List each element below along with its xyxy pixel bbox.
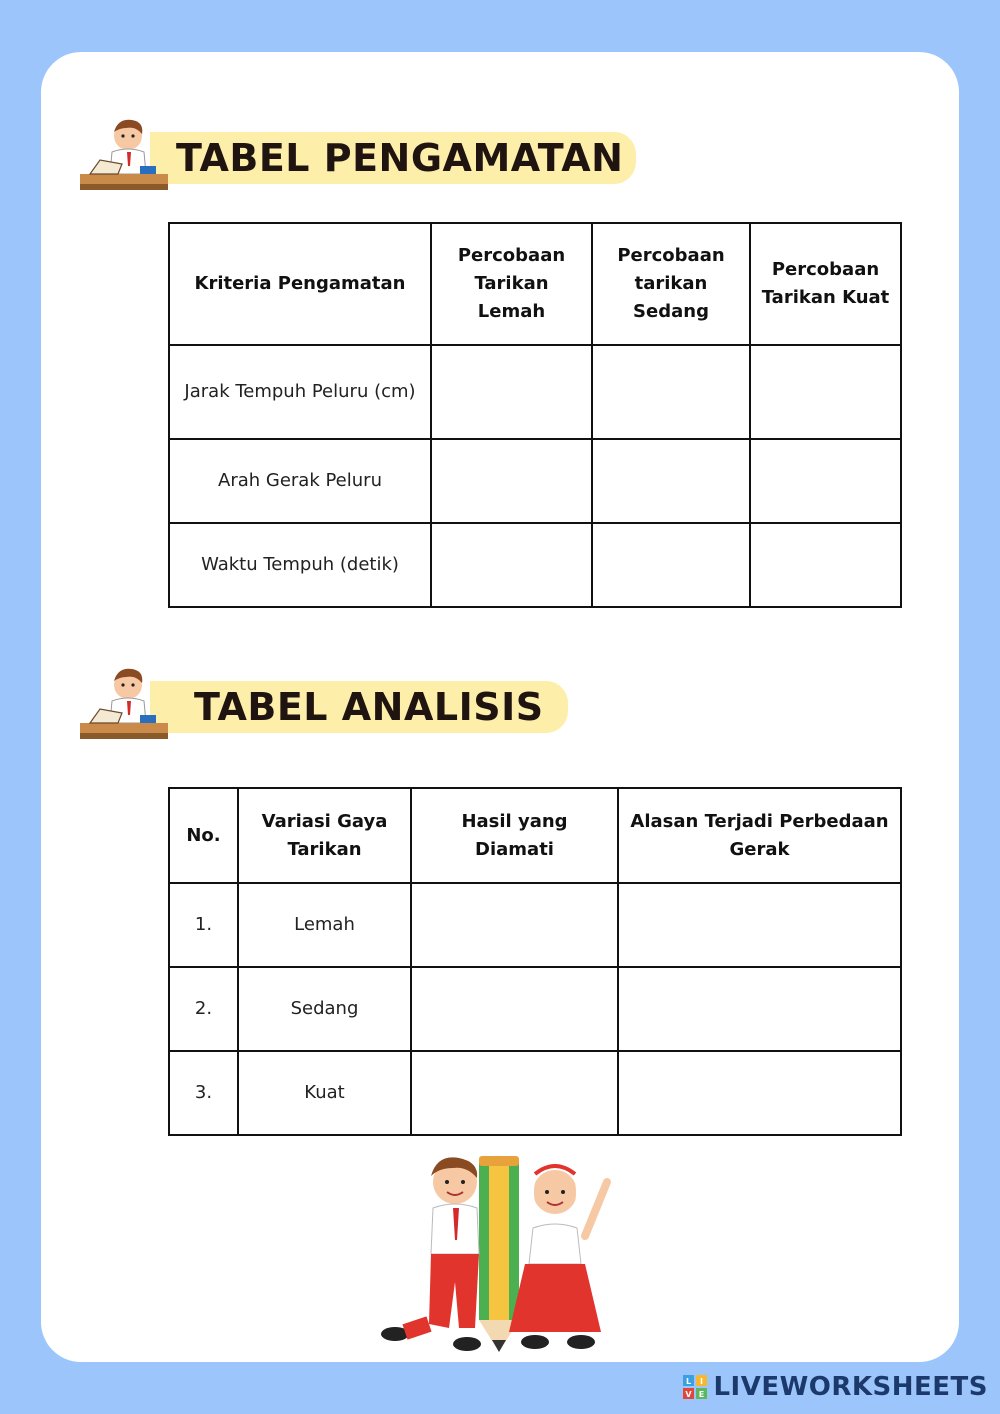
variation-label: Kuat <box>238 1051 411 1135</box>
criterion-label: Arah Gerak Peluru <box>169 439 431 523</box>
answer-cell[interactable] <box>592 523 750 607</box>
header-medium-pull: Percobaan tarikan Sedang <box>592 223 750 345</box>
answer-cell[interactable] <box>618 967 901 1051</box>
table-row <box>169 523 901 607</box>
answer-cell[interactable] <box>750 345 901 439</box>
table-row <box>169 439 901 523</box>
logo-letter: E <box>699 1390 705 1399</box>
observation-heading <box>150 132 636 184</box>
header-criteria: Kriteria Pengamatan <box>169 223 431 345</box>
answer-cell[interactable] <box>431 439 592 523</box>
header-strong-pull: Percobaan Tarikan Kuat <box>750 223 901 345</box>
variation-label: Sedang <box>238 967 411 1051</box>
answer-cell[interactable] <box>411 967 618 1051</box>
answer-cell[interactable] <box>618 1051 901 1135</box>
logo-letter: V <box>685 1390 693 1399</box>
school-kids-with-pencil-illustration <box>375 1152 625 1360</box>
header-observed-result: Hasil yang Diamati <box>411 788 618 883</box>
analysis-title: TABEL ANALISIS <box>194 685 544 729</box>
row-number: 1. <box>169 883 238 967</box>
observation-header-row <box>169 223 901 345</box>
observation-title: TABEL PENGAMATAN <box>176 136 624 180</box>
table-row <box>169 883 901 967</box>
variation-label: Lemah <box>238 883 411 967</box>
header-reason: Alasan Terjadi Perbedaan Gerak <box>618 788 901 883</box>
header-number: No. <box>169 788 238 883</box>
logo-letter: I <box>700 1377 704 1386</box>
answer-cell[interactable] <box>411 883 618 967</box>
brand-name: LIVEWORKSHEETS <box>713 1372 988 1402</box>
header-variation: Variasi Gaya Tarikan <box>238 788 411 883</box>
criterion-label: Jarak Tempuh Peluru (cm) <box>169 345 431 439</box>
liveworksheets-logo-icon <box>683 1375 707 1399</box>
table-row <box>169 1051 901 1135</box>
table-row <box>169 967 901 1051</box>
analysis-table <box>168 787 902 1136</box>
kid-reading-at-desk-icon <box>78 108 170 194</box>
table-row <box>169 345 901 439</box>
answer-cell[interactable] <box>750 439 901 523</box>
analysis-header-row <box>169 788 901 883</box>
observation-table <box>168 222 902 608</box>
kid-reading-at-desk-icon <box>78 657 170 743</box>
liveworksheets-brand <box>683 1372 988 1402</box>
answer-cell[interactable] <box>431 523 592 607</box>
answer-cell[interactable] <box>592 439 750 523</box>
answer-cell[interactable] <box>618 883 901 967</box>
answer-cell[interactable] <box>431 345 592 439</box>
answer-cell[interactable] <box>411 1051 618 1135</box>
answer-cell[interactable] <box>750 523 901 607</box>
header-weak-pull: Percobaan Tarikan Lemah <box>431 223 592 345</box>
analysis-heading <box>150 681 568 733</box>
logo-letter: L <box>686 1377 692 1386</box>
row-number: 2. <box>169 967 238 1051</box>
row-number: 3. <box>169 1051 238 1135</box>
criterion-label: Waktu Tempuh (detik) <box>169 523 431 607</box>
answer-cell[interactable] <box>592 345 750 439</box>
